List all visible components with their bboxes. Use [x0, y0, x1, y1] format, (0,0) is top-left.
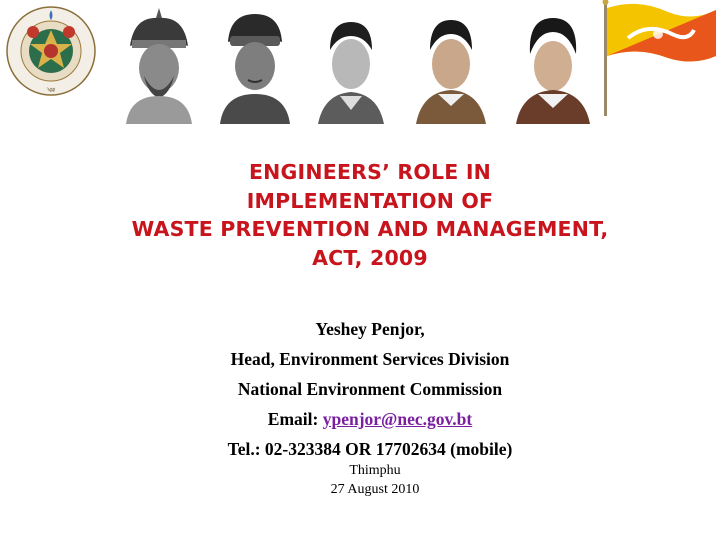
email-line: [160, 404, 580, 434]
title-line-4: ACT, 2009: [312, 245, 428, 270]
telephone: Tel.: 02-323384 OR 17702634 (mobile): [227, 439, 513, 459]
portrait-2: [208, 6, 302, 124]
bhutan-flag-icon: [598, 0, 718, 118]
bhutan-emblem-icon: [4, 4, 98, 98]
portrait-3: [304, 6, 398, 124]
title-line-1: ENGINEERS’ ROLE IN: [248, 160, 492, 184]
presenter-position: Head, Environment Services Division: [230, 349, 510, 369]
title-line-3: WASTE PREVENTION AND MANAGEMENT,: [131, 217, 609, 241]
presenter-organization: National Environment Commission: [237, 379, 503, 399]
presentation-title: [0, 158, 720, 272]
portrait-5: [506, 6, 600, 124]
title-line-2: IMPLEMENTATION OF: [246, 188, 494, 213]
city: Thimphu: [349, 463, 401, 478]
date: 27 August 2010: [330, 482, 420, 497]
svg-text:༄༅: ༄༅: [46, 87, 56, 94]
location-block: [160, 461, 590, 499]
presenter-name: Yeshey Penjor,: [315, 319, 425, 339]
email-link[interactable]: ypenjor@nec.gov.bt: [322, 409, 473, 429]
email-label: Email:: [267, 409, 319, 429]
portrait-1: [112, 6, 206, 124]
portrait-4: [404, 6, 498, 124]
presenter-info: [160, 314, 580, 464]
